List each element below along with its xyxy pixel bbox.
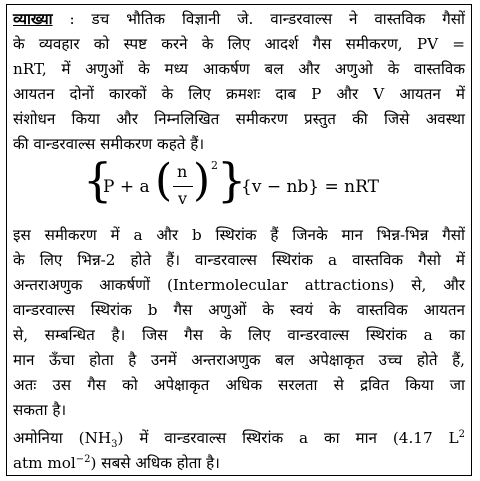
- equation-volume-term: {v − nb} = nRT: [241, 177, 379, 197]
- equation-numerator: n: [177, 162, 188, 181]
- equation-pressure-term: P + a: [103, 177, 150, 197]
- ammonia-text-4: ) सबसे अधिक होता है।: [90, 454, 220, 473]
- paragraph2-line-7: अतः उस गैस को अपेक्षाकृत अधिक सरलता से द्रवित किया जा: [13, 376, 465, 394]
- van-der-waals-equation: [7, 155, 473, 221]
- equation-left-paren: (: [155, 155, 173, 206]
- paragraph-line-2: के व्यवहार को स्पष्ट करने के लिए आदर्श गैस समीकरण, PV =: [13, 35, 465, 53]
- equation-exponent: 2: [211, 159, 218, 172]
- paragraph-line-1: [13, 9, 465, 29]
- ammonia-text-1: अमोनिया (NH: [13, 429, 112, 448]
- ammonia-superscript: 2: [458, 429, 465, 440]
- ammonia-line-2: [13, 450, 465, 473]
- heading-separator: :: [69, 10, 75, 28]
- paragraph2-line-4: वान्डरवाल्स स्थिरांक b गैस अणुओं के स्वयं के वास्तविक आयतन: [13, 301, 465, 319]
- ammonia-text-2: ) में वान्डरवाल्स स्थिरांक a का मान (4.17 L: [117, 429, 459, 448]
- paragraph-line-3: nRT, में अणुओं के मध्य आकर्षण बल और अणुओ के वास्तविक: [13, 60, 465, 78]
- line-text: डच भौतिक विज्ञानी जे. वान्डरवाल्स ने वास्तविक गैसों: [91, 10, 465, 28]
- equation-denominator: v: [178, 189, 188, 208]
- paragraph2-line-6: मान ऊँचा होता है उनमें अन्तराअणुक बल अपेक्षाकृत उच्च होते हैं,: [13, 351, 465, 369]
- paragraph-line-4: आयतन दोनों कारकों के लिए क्रमशः दाब P और V आयतन में: [13, 85, 465, 103]
- paragraph-line-6: की वान्डरवाल्स समीकरण कहते हैं।: [13, 135, 205, 153]
- equation-right-paren: ): [193, 155, 211, 206]
- paragraph-line-5: संशोधन किया और निम्नलिखित समीकरण प्रस्तुत की जिसे अवस्था: [13, 110, 465, 128]
- explanation-box: [6, 4, 472, 476]
- ammonia-text-3: atm mol: [13, 454, 76, 473]
- paragraph2-line-3: अन्तराअणुक आकर्षणों (Intermolecular attractions) से, और: [13, 276, 465, 294]
- ammonia-subscript: 3: [111, 439, 118, 451]
- ammonia-superscript-2: −2: [75, 454, 91, 465]
- paragraph2-line-8: सकता है।: [13, 401, 67, 419]
- paragraph2-line-5: से, सम्बन्धित है। जिस गैस के लिए वान्डरवाल्स स्थिरांक a का: [13, 326, 465, 344]
- equation-right-brace: }: [217, 153, 247, 207]
- paragraph2-line-2: के लिए भिन्न-2 होते हैं। वान्डरवाल्स स्थिरांक a वास्तविक गैसो में: [13, 251, 465, 269]
- equation-left-brace: {: [83, 153, 113, 207]
- heading-label: व्याख्या: [13, 10, 53, 28]
- paragraph2-line-1: इस समीकरण में a और b स्थिरांक हैं जिनके मान भिन्न-भिन्न गैसों: [13, 226, 465, 244]
- equation-fraction-bar: [173, 186, 193, 187]
